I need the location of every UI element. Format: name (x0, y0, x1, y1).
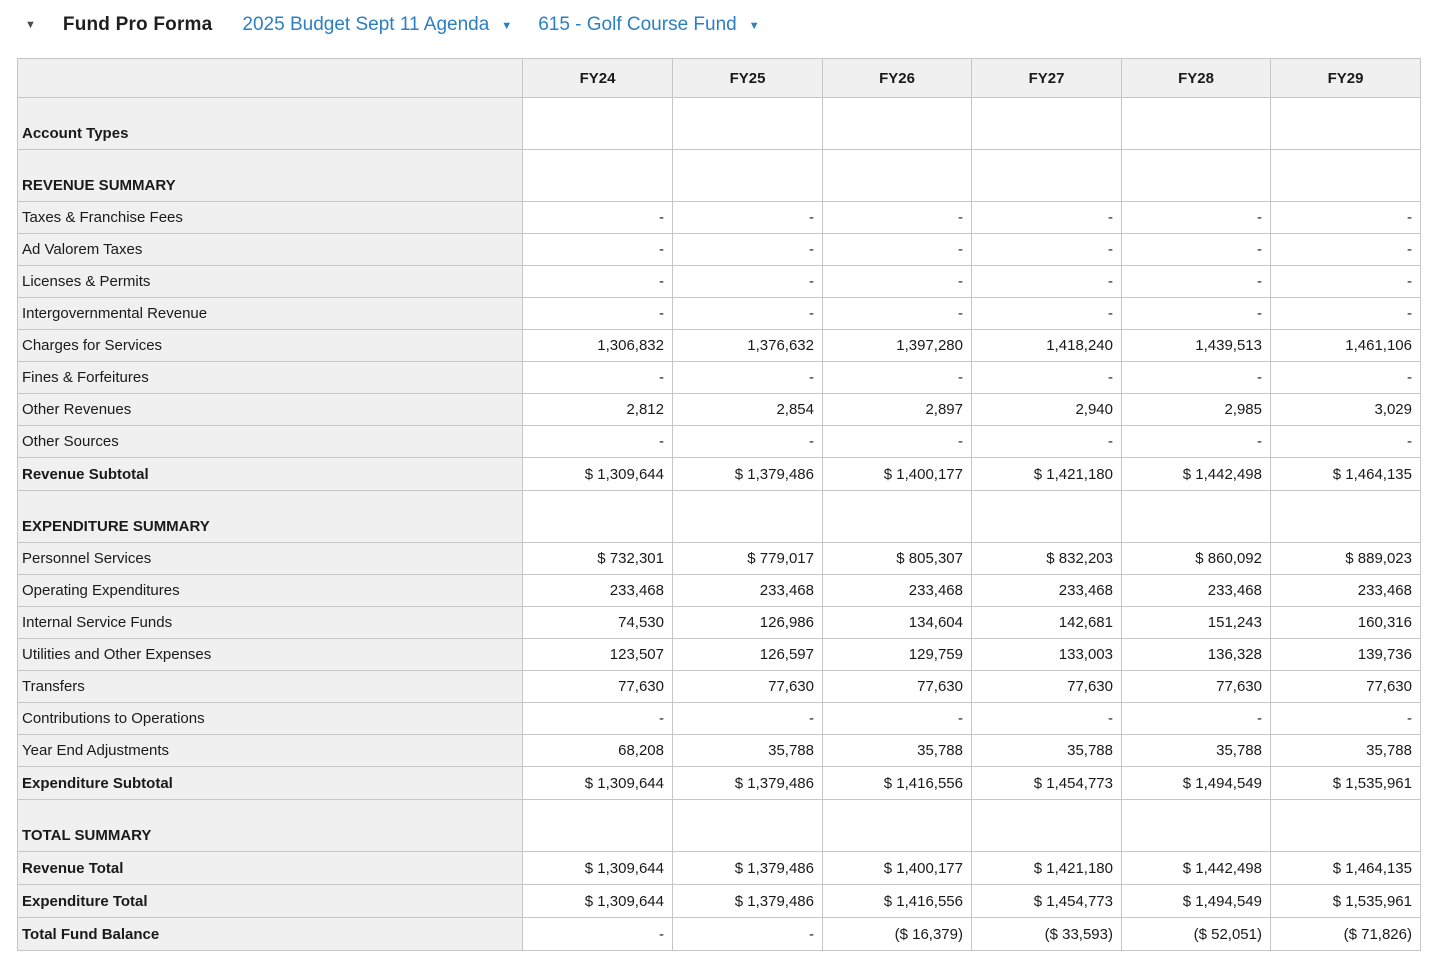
value-cell: 1,376,632 (673, 330, 823, 362)
value-cell: - (523, 918, 673, 951)
table-row (18, 426, 1421, 458)
value-cell: 1,439,513 (1122, 330, 1271, 362)
value-cell: $ 1,442,498 (1122, 458, 1271, 491)
value-cell (823, 491, 972, 543)
table-row (18, 202, 1421, 234)
value-cell (523, 491, 673, 543)
value-cell: 1,418,240 (972, 330, 1122, 362)
column-header-fy26: FY26 (823, 59, 972, 98)
table-row (18, 98, 1421, 150)
value-cell: $ 1,494,549 (1122, 767, 1271, 800)
value-cell: 160,316 (1271, 607, 1421, 639)
value-cell: $ 1,400,177 (823, 852, 972, 885)
value-cell: - (523, 362, 673, 394)
value-cell: $ 1,309,644 (523, 767, 673, 800)
value-cell (972, 491, 1122, 543)
corner-cell (18, 59, 523, 98)
value-cell: - (1271, 362, 1421, 394)
value-cell: 2,897 (823, 394, 972, 426)
value-cell: 233,468 (823, 575, 972, 607)
row-label: Internal Service Funds (18, 607, 523, 639)
value-cell: 3,029 (1271, 394, 1421, 426)
value-cell: - (673, 703, 823, 735)
value-cell: $ 1,454,773 (972, 767, 1122, 800)
value-cell: 2,985 (1122, 394, 1271, 426)
value-cell: 134,604 (823, 607, 972, 639)
value-cell: $ 1,464,135 (1271, 852, 1421, 885)
value-cell: $ 832,203 (972, 543, 1122, 575)
row-label: Charges for Services (18, 330, 523, 362)
page-title: Fund Pro Forma (62, 14, 213, 35)
table-row (18, 298, 1421, 330)
value-cell: $ 1,494,549 (1122, 885, 1271, 918)
fund-dropdown-label: 615 - Golf Course Fund (538, 14, 737, 35)
row-label: Expenditure Subtotal (18, 767, 523, 800)
value-cell: $ 1,309,644 (523, 458, 673, 491)
table-row (18, 639, 1421, 671)
table-row (18, 394, 1421, 426)
row-label: Other Sources (18, 426, 523, 458)
row-label: Account Types (18, 98, 523, 150)
value-cell: - (1122, 362, 1271, 394)
value-cell: 74,530 (523, 607, 673, 639)
value-cell: 142,681 (972, 607, 1122, 639)
value-cell (1122, 800, 1271, 852)
column-header-fy29: FY29 (1271, 59, 1421, 98)
value-cell: - (523, 202, 673, 234)
budget-scenario-dropdown-label: 2025 Budget Sept 11 Agenda (242, 14, 490, 35)
row-label: TOTAL SUMMARY (18, 800, 523, 852)
row-label: Expenditure Total (18, 885, 523, 918)
value-cell: $ 1,416,556 (823, 767, 972, 800)
column-header-fy28: FY28 (1122, 59, 1271, 98)
value-cell: - (972, 202, 1122, 234)
table-row (18, 458, 1421, 491)
value-cell (823, 150, 972, 202)
dropdown-caret-icon: ▼ (501, 20, 513, 32)
value-cell (523, 150, 673, 202)
value-cell: - (972, 266, 1122, 298)
value-cell: $ 1,454,773 (972, 885, 1122, 918)
value-cell: - (1122, 703, 1271, 735)
value-cell: - (1122, 426, 1271, 458)
value-cell: 233,468 (523, 575, 673, 607)
table-row (18, 671, 1421, 703)
value-cell (823, 800, 972, 852)
value-cell (1271, 150, 1421, 202)
row-label: Revenue Total (18, 852, 523, 885)
value-cell: - (823, 426, 972, 458)
table-row (18, 767, 1421, 800)
value-cell: 35,788 (1271, 735, 1421, 767)
value-cell: - (823, 202, 972, 234)
column-header-fy25: FY25 (673, 59, 823, 98)
value-cell: 233,468 (1122, 575, 1271, 607)
table-row (18, 543, 1421, 575)
value-cell: 126,986 (673, 607, 823, 639)
value-cell: - (523, 703, 673, 735)
value-cell: 126,597 (673, 639, 823, 671)
row-label: EXPENDITURE SUMMARY (18, 491, 523, 543)
value-cell: 129,759 (823, 639, 972, 671)
value-cell (972, 98, 1122, 150)
value-cell: ($ 33,593) (972, 918, 1122, 951)
value-cell: 136,328 (1122, 639, 1271, 671)
value-cell: 1,306,832 (523, 330, 673, 362)
row-label: Transfers (18, 671, 523, 703)
value-cell (823, 98, 972, 150)
value-cell (1122, 491, 1271, 543)
collapse-caret-icon[interactable]: ▼ (25, 19, 36, 31)
row-label: Revenue Subtotal (18, 458, 523, 491)
value-cell: $ 1,309,644 (523, 885, 673, 918)
value-cell: - (1122, 234, 1271, 266)
value-cell (1271, 800, 1421, 852)
value-cell: $ 1,464,135 (1271, 458, 1421, 491)
row-label: Other Revenues (18, 394, 523, 426)
value-cell: - (823, 266, 972, 298)
value-cell: 123,507 (523, 639, 673, 671)
value-cell: - (1122, 298, 1271, 330)
table-row (18, 491, 1421, 543)
row-label: Operating Expenditures (18, 575, 523, 607)
value-cell (673, 150, 823, 202)
value-cell: - (523, 266, 673, 298)
table-row (18, 852, 1421, 885)
value-cell: - (823, 362, 972, 394)
value-cell: - (823, 298, 972, 330)
value-cell: $ 1,309,644 (523, 852, 673, 885)
value-cell: - (1271, 298, 1421, 330)
value-cell: 35,788 (823, 735, 972, 767)
value-cell: - (972, 703, 1122, 735)
value-cell: ($ 71,826) (1271, 918, 1421, 951)
value-cell: 35,788 (673, 735, 823, 767)
row-label: Personnel Services (18, 543, 523, 575)
value-cell (972, 800, 1122, 852)
value-cell: 2,812 (523, 394, 673, 426)
value-cell: $ 860,092 (1122, 543, 1271, 575)
column-header-fy24: FY24 (523, 59, 673, 98)
value-cell: $ 1,535,961 (1271, 767, 1421, 800)
value-cell: $ 1,421,180 (972, 458, 1122, 491)
column-header-fy27: FY27 (972, 59, 1122, 98)
row-label: Licenses & Permits (18, 266, 523, 298)
value-cell: - (972, 234, 1122, 266)
value-cell: 151,243 (1122, 607, 1271, 639)
value-cell: $ 732,301 (523, 543, 673, 575)
value-cell: 133,003 (972, 639, 1122, 671)
value-cell: - (1271, 426, 1421, 458)
table-row (18, 735, 1421, 767)
value-cell: ($ 16,379) (823, 918, 972, 951)
value-cell: $ 1,379,486 (673, 885, 823, 918)
value-cell (673, 491, 823, 543)
value-cell: 233,468 (1271, 575, 1421, 607)
value-cell: 233,468 (972, 575, 1122, 607)
value-cell: - (673, 202, 823, 234)
table-row (18, 150, 1421, 202)
value-cell: $ 1,400,177 (823, 458, 972, 491)
value-cell (972, 150, 1122, 202)
value-cell (523, 800, 673, 852)
fund-dropdown[interactable] (538, 14, 759, 36)
value-cell: 77,630 (823, 671, 972, 703)
dropdown-caret-icon: ▼ (748, 20, 760, 32)
value-cell: 35,788 (1122, 735, 1271, 767)
value-cell (1122, 98, 1271, 150)
value-cell: - (1271, 202, 1421, 234)
value-cell: $ 1,535,961 (1271, 885, 1421, 918)
value-cell: - (823, 234, 972, 266)
table-row (18, 266, 1421, 298)
value-cell: - (673, 298, 823, 330)
table-row (18, 234, 1421, 266)
value-cell: $ 1,379,486 (673, 852, 823, 885)
table-row (18, 575, 1421, 607)
table-row (18, 607, 1421, 639)
table-row (18, 362, 1421, 394)
value-cell: 77,630 (673, 671, 823, 703)
value-cell: 77,630 (523, 671, 673, 703)
value-cell: $ 779,017 (673, 543, 823, 575)
value-cell (1271, 98, 1421, 150)
row-label: Utilities and Other Expenses (18, 639, 523, 671)
value-cell: - (1271, 703, 1421, 735)
value-cell: - (972, 298, 1122, 330)
value-cell: 77,630 (1122, 671, 1271, 703)
row-label: Contributions to Operations (18, 703, 523, 735)
value-cell: - (1271, 266, 1421, 298)
value-cell: 35,788 (972, 735, 1122, 767)
value-cell: $ 1,379,486 (673, 458, 823, 491)
value-cell: $ 1,421,180 (972, 852, 1122, 885)
table-row (18, 800, 1421, 852)
value-cell: 1,397,280 (823, 330, 972, 362)
fund-pro-forma-table (17, 58, 1421, 951)
value-cell (1122, 150, 1271, 202)
value-cell: 68,208 (523, 735, 673, 767)
value-cell: $ 805,307 (823, 543, 972, 575)
value-cell: - (673, 918, 823, 951)
value-cell: - (523, 426, 673, 458)
value-cell: - (673, 426, 823, 458)
value-cell: $ 1,379,486 (673, 767, 823, 800)
value-cell: - (1271, 234, 1421, 266)
row-label: REVENUE SUMMARY (18, 150, 523, 202)
value-cell: ($ 52,051) (1122, 918, 1271, 951)
value-cell: 77,630 (1271, 671, 1421, 703)
value-cell: 233,468 (673, 575, 823, 607)
column-header-row (18, 59, 1421, 98)
value-cell (673, 800, 823, 852)
value-cell (523, 98, 673, 150)
value-cell: 77,630 (972, 671, 1122, 703)
fund-table-body (18, 98, 1421, 951)
top-bar (0, 0, 1440, 50)
table-row (18, 918, 1421, 951)
value-cell: $ 1,442,498 (1122, 852, 1271, 885)
value-cell: - (673, 234, 823, 266)
value-cell: - (823, 703, 972, 735)
row-label: Ad Valorem Taxes (18, 234, 523, 266)
row-label: Year End Adjustments (18, 735, 523, 767)
value-cell: - (972, 362, 1122, 394)
value-cell: - (523, 234, 673, 266)
row-label: Intergovernmental Revenue (18, 298, 523, 330)
table-row (18, 703, 1421, 735)
row-label: Total Fund Balance (18, 918, 523, 951)
budget-scenario-dropdown[interactable] (242, 14, 512, 36)
value-cell: 2,940 (972, 394, 1122, 426)
table-row (18, 885, 1421, 918)
value-cell: 1,461,106 (1271, 330, 1421, 362)
value-cell: - (673, 362, 823, 394)
value-cell: $ 1,416,556 (823, 885, 972, 918)
value-cell: - (1122, 266, 1271, 298)
value-cell: $ 889,023 (1271, 543, 1421, 575)
row-label: Taxes & Franchise Fees (18, 202, 523, 234)
table-row (18, 330, 1421, 362)
value-cell: - (673, 266, 823, 298)
value-cell: 2,854 (673, 394, 823, 426)
value-cell: - (972, 426, 1122, 458)
value-cell: - (1122, 202, 1271, 234)
row-label: Fines & Forfeitures (18, 362, 523, 394)
value-cell: 139,736 (1271, 639, 1421, 671)
value-cell (1271, 491, 1421, 543)
value-cell: - (523, 298, 673, 330)
value-cell (673, 98, 823, 150)
